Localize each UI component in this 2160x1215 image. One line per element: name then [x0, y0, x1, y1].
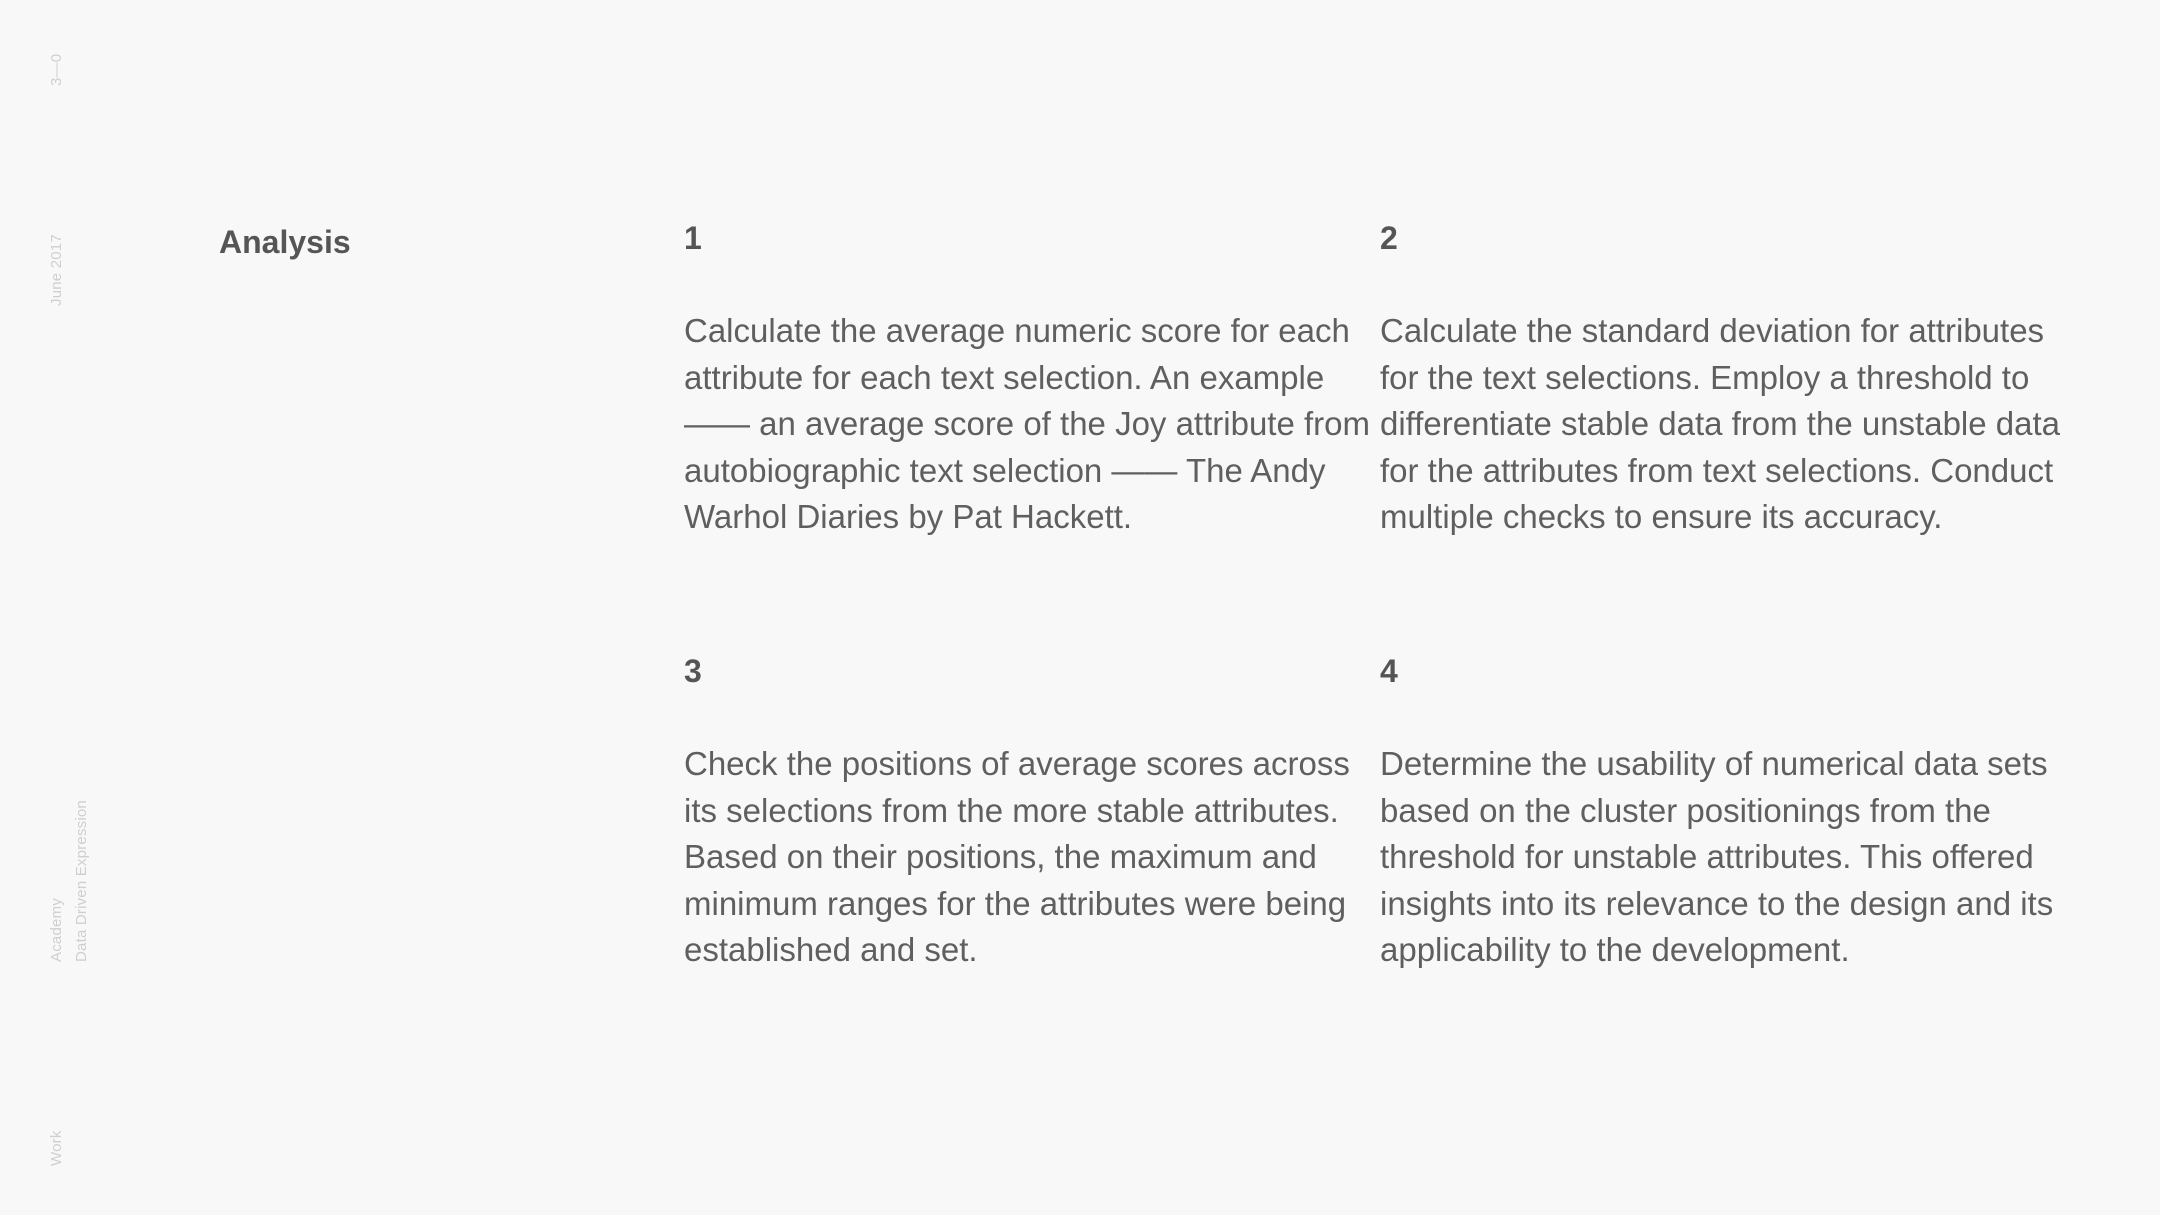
step-description: Check the positions of average scores across its selections from the more stable attributes. Based on their positions, the maximum and minimum ranges for the attributes were being established and set. — [684, 745, 1350, 968]
step-number: 4 — [1380, 653, 1398, 689]
section-label — [44, 1130, 69, 1166]
step-number: 2 — [1380, 220, 1398, 256]
page-number-text: 3—0 — [48, 53, 65, 86]
step-number: 3 — [684, 653, 702, 689]
category-label — [44, 800, 94, 962]
analysis-step-4 — [1380, 653, 2070, 974]
analysis-step-1 — [684, 220, 1374, 541]
step-description: Calculate the average numeric score for each attribute for each text selection. An example —— an average score of the Joy attribute from autobiographic text selection —— The Andy Warhol Diaries by Pat Hackett. — [684, 312, 1370, 535]
analysis-step-2 — [1380, 220, 2070, 541]
section-text: Work — [48, 1130, 65, 1166]
step-description: Determine the usability of numerical data sets based on the cluster positionings from the threshold for unstable attributes. This offered insights into its relevance to the design and its applicability to the development. — [1380, 745, 2054, 968]
section-title: Analysis — [219, 224, 351, 260]
page-number-label — [44, 54, 69, 86]
date-text: June 2017 — [48, 234, 65, 306]
category-line-2: Data Driven Expression — [73, 800, 90, 962]
step-description: Calculate the standard deviation for attributes for the text selections. Employ a threshold to differentiate stable data from the unstable data for the attributes from text selections. Conduct multiple checks to ensure its accuracy. — [1380, 312, 2061, 535]
step-number: 1 — [684, 220, 702, 256]
category-line-1: Academy — [48, 898, 65, 962]
analysis-step-3 — [684, 653, 1374, 974]
date-label — [44, 234, 69, 306]
